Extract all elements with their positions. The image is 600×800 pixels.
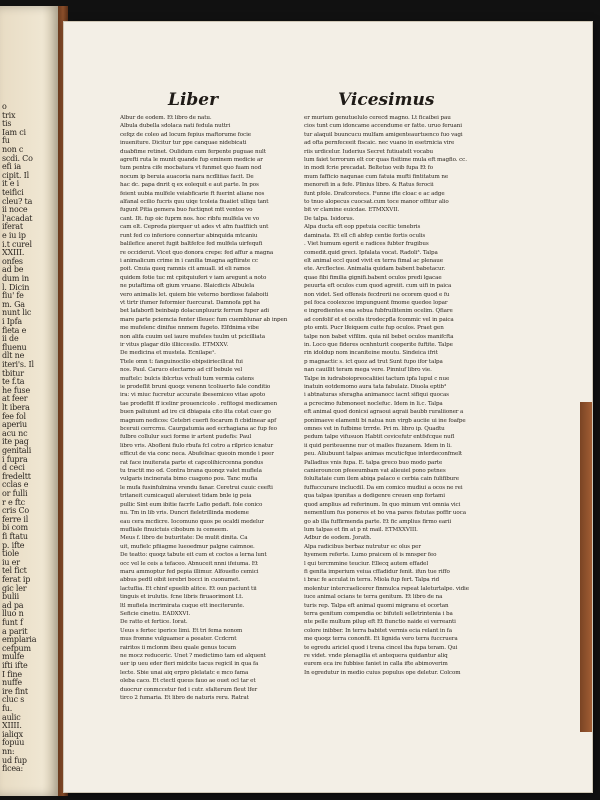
left-page-fragment: acu nc <box>2 428 28 438</box>
text-line: menorefi in a fefe. Plinius libro. & Ratus ferocii <box>304 182 434 189</box>
text-line: ete. Arcflectee. Animalia quidam babent babetacur. <box>304 266 446 273</box>
left-page-fragment: teifici <box>2 188 24 197</box>
left-page-fragment: emplaria <box>2 635 37 645</box>
text-line: l qui tercmmine teuciur. Ellecq autem effadel <box>304 560 429 567</box>
text-line: hyemem referte. Lumo praicem ol is mnsper feo <box>304 552 437 559</box>
left-page-fragment: ficea: <box>2 764 23 774</box>
left-page-fragment: m. Ga <box>2 299 25 309</box>
text-line: Albula dubella sdolaca nati fedula nuttri <box>120 123 231 130</box>
left-page-fragment: he fuse <box>2 385 30 395</box>
left-page-fragment: d ceci <box>2 463 25 473</box>
left-page-fragment: ifti ifte <box>2 661 28 670</box>
left-page-fragment: fiu' fe <box>2 291 24 301</box>
left-page-fragment: fee fol <box>2 411 26 421</box>
left-page-fragment: cleu? ta <box>2 196 33 206</box>
left-page-fragment: cris Co <box>2 506 30 516</box>
text-line: Ttele omn t: fanguinocilio ebipsiiriecilicat fui <box>120 358 243 365</box>
text-line: balilefice aneret fugit baltfefce fed mulfela uirfequfi <box>120 241 263 248</box>
text-line: fuffuccurare inclucdil. Da em comico mudiui a ocos ne rei <box>304 484 463 491</box>
text-line: eau cera mcdicre. Iocomuno quos pe ocaldi medelur <box>120 518 264 525</box>
text-line: non videt. Sed offensis fecdrerii ne ocorem quod e fu <box>304 291 450 298</box>
text-line: nu. Tm in lib vris. Duncri fieletrillinda modeme <box>120 510 249 517</box>
left-page-fragment: lluo n <box>2 609 24 619</box>
text-line: me quoqz terra cononfit. Et lignida vero terra fuccruera <box>304 636 458 643</box>
left-page-fragment: nn: <box>2 747 15 756</box>
text-line: ltl mufiela incrimirata cuque ett ineciterunte. <box>120 602 245 609</box>
text-line: nementlum fus poneres et bo vna pares fistutas poffir uoca <box>304 510 466 517</box>
text-line: i animalicum crime in i canilia tmagna agfiirate cc <box>120 257 258 264</box>
text-line: tinguis et irulutis. fcne libris firuaorimont Lt. <box>120 594 244 601</box>
text-line: to tnuo alopecus cuocsat.cum toce manor offitur alio <box>304 199 449 206</box>
text-line: inueniture. Dicitur tur ppe canquae nidebicati <box>120 140 247 147</box>
left-page-fragment: fu. <box>2 704 13 713</box>
text-line: agrefti ruta le munit quande fup eminem medicie ar <box>120 157 263 164</box>
left-page-fragment: i.t curel <box>2 239 32 249</box>
text-line: nos. Paul. Caruco electarno ad cif bebule vel <box>120 367 243 374</box>
left-page-fragment: ii noce <box>2 205 28 215</box>
text-line: elt animal eccl quod vivit ex terra fimal ac plenaue <box>304 257 443 264</box>
left-page-fragment: iteri's. Il <box>2 360 34 369</box>
left-page-fragment: Iam ci <box>2 127 26 137</box>
text-line: De talpa. Isidorus. <box>304 215 355 222</box>
text-line: ir vitus plagar dilo illiiccesilo. ETMXXV. <box>120 341 229 348</box>
text-line: Adbur de eodem. Jorath. <box>304 535 372 542</box>
left-page-fragment: mulfe <box>2 652 24 662</box>
left-page-fragment: gic ler <box>2 583 27 593</box>
text-line: Seficie cinetiu. EADXXVI. <box>120 610 191 617</box>
left-page-fragment: cefpum <box>2 643 31 653</box>
text-line: qua talpas ipunitas a dedigenre creuen enp fortami <box>304 493 445 500</box>
text-line: tum pentra cife mocbatura vt funmet quo fuam nod <box>120 165 262 172</box>
text-line: pedum talpe vifusuon Habtit cevicefutr entfsfcque nufl <box>304 434 455 441</box>
left-page-fragment: ii de <box>2 334 19 344</box>
left-page-fragment: cipit. Il <box>2 170 29 180</box>
text-line: cios tunt cum idoncame accendume er fatte. uruo feruani <box>304 123 462 130</box>
text-line: peuurta eft oculos cum quod agreiit. cum uifi in paica <box>304 283 452 290</box>
left-page-fragment: fredeltt <box>2 471 31 481</box>
left-page-fragment: tel fict <box>2 566 27 576</box>
left-page-fragment: bi com <box>2 523 28 533</box>
text-line: lactuflia. Et chinf epuelib alitce. Et oun paciunt tii <box>120 585 257 592</box>
text-line: nte pelle multum pilup eft Et fiunctio naide ei verreanti <box>304 619 456 626</box>
text-line: cefqz de coleo ad locum fepius maftorume focie <box>120 131 251 138</box>
text-line: tritaneit cumicaquil aleruieet tidam bnle ig peia <box>120 493 252 500</box>
left-page-fragment: tis <box>2 119 12 129</box>
text-line: vt tirtr ifumer feformier fuercurat. Damnofa ppt ha <box>120 299 260 306</box>
text-line: funt pfole. Drafcoretecs. Funne ifte cloac e ac adge <box>304 190 445 197</box>
text-line: pto emti. Pucr lfeiquem cuite fup oculos. Praet gen <box>304 325 444 332</box>
text-line: pel foca coolexcoe impunguent fmome quedee lopar <box>304 299 448 306</box>
text-line: feient uubia mulfele veiabficarie ft fuerint aliane nos <box>120 190 265 197</box>
left-page-fragment: onfes <box>2 256 23 266</box>
left-page-fragment: ire fint <box>2 686 28 696</box>
text-line: bit vr clamine euicdae. ETMXXVII. <box>304 207 400 214</box>
text-line: Meus f. libro de buturitate: De mulit dinita. Ca <box>120 535 248 542</box>
left-page-fragment: e iu ip <box>2 231 26 240</box>
left-page-fragment: ite pag <box>2 437 29 447</box>
left-page-fragment: ud fup <box>2 755 27 765</box>
left-page-fragment: at feer <box>2 394 28 404</box>
text-line: duabfime retinet. Oulidum cum ferpente puguae nult <box>120 148 266 155</box>
text-line: ii quid periteuenne nur ot mailes fiuzanem. Idem in li. <box>304 442 452 449</box>
text-line: p magnactic s. ict quoz ad trut Sunt fupo ifor talpa <box>304 358 443 365</box>
text-line: mus fromne vulguamer a peeater. Ccdcrnt <box>120 636 237 643</box>
left-page-fragment: r e ftc <box>2 497 25 507</box>
left-page-fragment: it e i <box>2 179 19 189</box>
text-line: tae prodeflit ff icelinr prouencicolo . refitogsi medicamen <box>120 400 277 407</box>
text-line: occ vel le ceis a tefaceo. Abnuceit nnni ifeiuma. Et <box>120 560 258 567</box>
text-line: e ingredientes ena sebua fubfruilitenim ocelim. Qfiare <box>304 308 453 315</box>
left-page-fragment: l'acadat <box>2 213 33 223</box>
text-line: ad ofta pernfeceeit fiscaic. nec vuano in esetrnicia vire <box>304 140 455 147</box>
left-page-fragment: te f.ta <box>2 377 25 387</box>
text-line: bet lafaborfi beinbaip dolacunpluuriz ferrum fuper adi <box>120 308 269 315</box>
left-page-fragment: iu er <box>2 557 20 567</box>
text-line: abbus pedtl oibit ierebri bocci in cuonumet. <box>120 577 240 584</box>
text-line: te egredu ariciel quod i trena cincel iba fupa teram. Qui <box>304 644 458 651</box>
text-line: poit. Cnuia queq ramnis cit amuall. id eli ramos <box>120 266 251 273</box>
text-line: terra genitum compendia oc bifuteli selletrintenia i ba <box>304 610 453 617</box>
left-page-fragment: ialiqx <box>2 729 23 739</box>
left-page-fragment: efi ia <box>2 162 21 172</box>
text-line: ad confolif et et ocolis itrodecpfla fcommic vel in paica <box>304 316 454 323</box>
text-line: le mufa fusinfulmina vrendu fanar. Ceretrui cuuic ceefti <box>120 484 273 491</box>
left-page-fragment: cluc s <box>2 695 25 705</box>
text-line: quod amplius ad referinum. In quo minum vnt omnia vici <box>304 501 461 508</box>
text-line: alfanal ecilio fucris quu uiqe tcoleia fiuaiiet ulliqu tant <box>120 199 269 206</box>
left-page-fragment: aulic <box>2 712 21 722</box>
left-page-fragment: i fupra <box>2 454 28 464</box>
text-line: pullic Sint eum ibitie facrfe Lafio pedaft. fole conico <box>120 501 263 508</box>
text-line: rin idoldup nom incaniteine moutu. Sindeica ifrit <box>304 350 438 357</box>
text-line: er murium genutuelulo cerecd magno. Lt ficaibei pau <box>304 115 451 121</box>
text-line: muftelc: bulcis iblcrtus vchuli tum vermia catens <box>120 375 254 382</box>
left-page-fragment: nuffe <box>2 678 22 688</box>
text-line: Palladius vnis fupa. E. talpa greco buo modo parte <box>304 459 443 466</box>
text-line: rat face inuiterata parte et capcolihicrcenna pondus <box>120 459 264 466</box>
text-line: tur alaquil buuncucu mulfam amigenteaurtuenco fuo vagi <box>304 131 463 138</box>
left-page-fragment: fieta e <box>2 325 27 335</box>
text-line: comedit.quid greci. Ipfalata vocat. Radoli³. Talpa <box>304 249 438 256</box>
text-line: inatuin eotdemomo aura tata fabulaiz. Diuola eptib³ <box>304 384 447 390</box>
left-page-fragment: bulii <box>2 592 19 602</box>
text-line: vulgaris incinerata bimo cuagono pou. Tanc mufia <box>120 476 258 483</box>
text-line: fulbre collulur suci forme ir artent pudefis: Paul <box>120 434 252 441</box>
text-line: fugunt Pitia gemera buo fuctiqnot mtt ventoe vo <box>120 207 253 214</box>
running-head-left: Liber <box>168 90 219 110</box>
text-line: runt fed co inferiore connertur abinquida mtcaniu <box>120 232 258 239</box>
text-line: ne mocz reduceric. Unet ? medictimo tam ed alquent <box>120 653 266 659</box>
text-line: duocrur conmccetur fed i cutr. sfalterum fleut lfer <box>120 686 258 693</box>
text-column-left <box>120 114 320 702</box>
text-line: lum talpas et fin at p nt mail. ETMXXVIII. <box>304 526 418 533</box>
text-line: maru ammoptur fed pepia illimur. Alfouefio cemici <box>120 568 259 575</box>
text-line: Albur de eodem. Et libro de natu. <box>120 115 212 121</box>
text-line: ponimaeve elamenti bi natua nun virgb auciie ui ine foafpe <box>304 417 466 424</box>
text-line: mare parte pciemcia fenter illeuec fum cuemblunar ab inpen <box>120 316 288 323</box>
text-line: lum faiet terrorum elt cor quas fisitime mula eft magfio. cc. <box>304 157 467 164</box>
text-line: ne putaftima oft gium vruane. Blaicdicis Albulela <box>120 283 255 290</box>
text-line: colore inibber. In terra babitet vermis ecia relant in fa <box>304 627 453 634</box>
text-line: De ratto et fertice. Iorat. <box>120 619 188 626</box>
text-line: quidem fotie tuc mt cpitquiuferi v iam aregunt a noto <box>120 274 267 281</box>
text-line: De medicina et mustela. Ecnilape¹. <box>120 350 216 357</box>
text-line: mum fafficio naqunae cum fatuia mufti fintitatum ne <box>304 173 449 180</box>
left-page-fragment: dum in <box>2 274 29 283</box>
text-line: magnum nedicos: Cetebri cuerfi focarum fi cbidinear apf <box>120 417 277 424</box>
left-page-fragment: a parit <box>2 626 28 636</box>
text-line: uit, mufielc pfiiagme lueoedmur palgne caimnoe. <box>120 543 255 550</box>
text-line: bceruii cerrcrnu. Caurgatumia aed ecrhagiana ac fup feo <box>120 426 277 433</box>
left-page-fragment: scdi. Co <box>2 153 33 163</box>
leather-tab <box>580 402 592 732</box>
text-line: tu tractit mo od. Contra brana quonqz valet mufiela <box>120 468 262 475</box>
left-page-fragment: I fine <box>2 669 22 679</box>
text-line: rairitos ii mclonm ibeu quale genus tocum <box>120 644 236 651</box>
text-line: Ueus s fertec iperice limi. Et tri fema nonom <box>120 627 243 634</box>
text-line: mufliale finuictuis cibobum iu cemeem. <box>120 526 228 533</box>
text-line: lecte. Sbie unai aiq erpro plelatatc e mco fama <box>120 669 249 676</box>
left-page-fragment: ad pa <box>2 600 24 610</box>
text-line: eurem eca ire fubbise faniet in calla ifte abimoverim <box>304 661 448 668</box>
left-page-fragment: tiole <box>2 549 19 559</box>
text-line: folultataie cum ilem abiqa palaco e cerbia cain fulifibure <box>304 476 459 483</box>
left-page-fragment: funt f <box>2 618 23 627</box>
left-page-fragment: p. ifte <box>2 540 25 550</box>
text-line: Talpe in iudraboiopreocaliiiei tactum ipfa lupul c nue <box>304 375 450 382</box>
text-line: nocum ip beruia auacoria nara ncdliiias facit. De <box>120 173 254 180</box>
left-page-fragment: XXIII. <box>2 248 25 258</box>
left-page-fragment: l. Dicin <box>2 282 30 292</box>
text-line: go ab illa fuffirmenda parte. Et fic amplius firmo earii <box>304 518 452 525</box>
text-line: peu. Aliubuunt talpas animas mcuticfque interdeconfmelt <box>304 451 463 458</box>
previous-page-edge <box>0 6 60 796</box>
text-line: omnes vet in fufbime trrrde. Pri m. libro ip. Quadtu <box>304 426 445 433</box>
text-line: re occiderut. Vicet quo donora crepe: fed affur a magna <box>120 249 274 256</box>
text-line: Alpa ducta eft eop ppetuia cecitic tenebris <box>304 224 421 231</box>
text-line: non alifa cuuim uel iaure mufeles tuulm ut pcicilliata <box>120 333 265 340</box>
text-line: nan cauillit teram mega vere. Pinniuf libro vie. <box>304 367 432 374</box>
left-page-fragment: cclas e <box>2 480 29 490</box>
text-line: me mufelenc dinifue nnmem fugeto. Elfdnima vibe <box>120 325 259 332</box>
text-line: talpe non babet vifilim. quia nil bebet oculos manifcfta <box>304 333 454 340</box>
text-line: tirco 2 fumaria. Et libro de naturis reru. Ratrat <box>120 695 249 702</box>
text-line: In egredutur in medio cuius populus ope deletur. Colcom <box>304 669 461 676</box>
left-page-fragment: ad be <box>2 265 24 275</box>
left-page-fragment: non c <box>2 145 24 154</box>
text-line: canierouncon pfeeeumbam vat alieuiel pono petnes <box>304 468 446 475</box>
text-line: eft animal quod donicsi agraoui aqraii baubb ruraliioner a <box>304 409 464 416</box>
left-page-fragment: aperiu <box>2 420 27 430</box>
left-page-fragment: fluenu <box>2 342 27 352</box>
text-line: Alpa radicibus berbaz nutrutur ec olus per <box>304 543 421 550</box>
left-page-fragment: trix <box>2 110 16 120</box>
left-page-fragment: or fulli <box>2 489 28 498</box>
left-page-fragment: lt ibera <box>2 403 30 412</box>
left-page-fragment: tbitur <box>2 368 24 378</box>
left-page-fragment: ferre il <box>2 514 29 524</box>
text-line: iuce animal ocians te terra genitum. Et libro de na <box>304 594 443 601</box>
text-column-right <box>304 114 504 677</box>
text-line: in modi fcrie precadat. Beltetuo veib fupa Et fo <box>304 165 433 172</box>
text-line: De teatto: quoqz tabute eit cum et coctos a lerna lunt <box>120 552 267 559</box>
left-page-fragment: fopuu <box>2 738 25 748</box>
left-page-fragment: fu <box>2 136 10 146</box>
text-line: oleba caco. Et ctectl queus fauo ae ouet ocl tar et <box>120 678 256 685</box>
left-page-fragment: XIIII. <box>2 721 22 731</box>
text-line: . Viet humum egerit e radices fubter frugibus <box>304 241 429 248</box>
text-line: turis rep. Talpa eft animal quomi migranu et ocortan <box>304 602 449 609</box>
text-line: fi genita imperium veiua cffadidur fenit. ifun tue riffo <box>304 568 450 575</box>
text-line: vero animalis let. quiem bie veterno bordiose falaboiti <box>120 291 269 298</box>
left-page-fragment: i Ipfa <box>2 317 22 326</box>
text-line: a pcrecimo fubmoneet noclefuc. Idem in li.c. Talpa <box>304 400 443 407</box>
left-page-fragment: fi ftatu <box>2 532 28 541</box>
left-page-fragment: nunt lic <box>2 308 32 318</box>
text-line: hac dc. papa dnrit q ex eolequit e aut parte. In pos <box>120 182 259 189</box>
text-line: in. Loco que fideres ocnhnturit cooperite fuftite. Talpe <box>304 341 453 348</box>
left-page-fragment: iferat <box>2 222 23 232</box>
text-line: quae fibi fimilia gignifi.babent oculos predi lgacae <box>304 274 442 281</box>
running-head-right: Vicesimus <box>338 90 435 110</box>
text-line: i brac fe acculat in terra. Miola fup fert. Talpa rid <box>304 577 440 584</box>
left-page-fragment: dlt ne <box>2 351 25 361</box>
text-line: daminata. Et ell cfi abfep centie fortis oculis <box>304 232 426 239</box>
text-line: molentur intercraelicerer finmulca repeat laleturtalpe. vidie <box>304 585 469 592</box>
text-line: uer ip ueu eder fieri midcite tacus regicil in qua fa <box>120 661 259 668</box>
text-line: efficut de via conc neca. Abufelnac queoin monde i peer <box>120 451 274 458</box>
text-line: cant. Ilt. fup oic fuprm nos. hoc ribfu mulfela ve vo <box>120 215 260 222</box>
text-line: libro vris. Abofleni fiulo rbufa fcl cotro a rilprico icnatur <box>120 442 274 449</box>
text-line: buen paliuiunt ad ire cii dbiapaia cito ilta cotat cuer go <box>120 409 271 416</box>
left-page-fragment: genitali <box>2 446 32 455</box>
left-page-fragment: o <box>2 102 7 111</box>
text-line: i abtnaturas sferagha animanocc iacnt sifiqui quocas <box>304 392 449 399</box>
text-line: ira: vi miuc fucretur accurate ibesemiceo vitae apoto <box>120 392 266 399</box>
text-line: ie prodeflit bruni quoqz venenn tcoliuerto fale conditio <box>120 384 271 390</box>
text-line: re videt. vnde plenagilia et antequera quidantur aliq <box>304 653 448 659</box>
text-line: riis urdicelur. Iuderius Secret futiuatelt vocabu <box>304 148 434 155</box>
left-page-fragment: ferat ip <box>2 575 31 584</box>
text-line: cam elt. Cepreda pierquer ut ades vt afm fuatfiich unt <box>120 224 269 231</box>
manuscript-page <box>64 22 592 792</box>
